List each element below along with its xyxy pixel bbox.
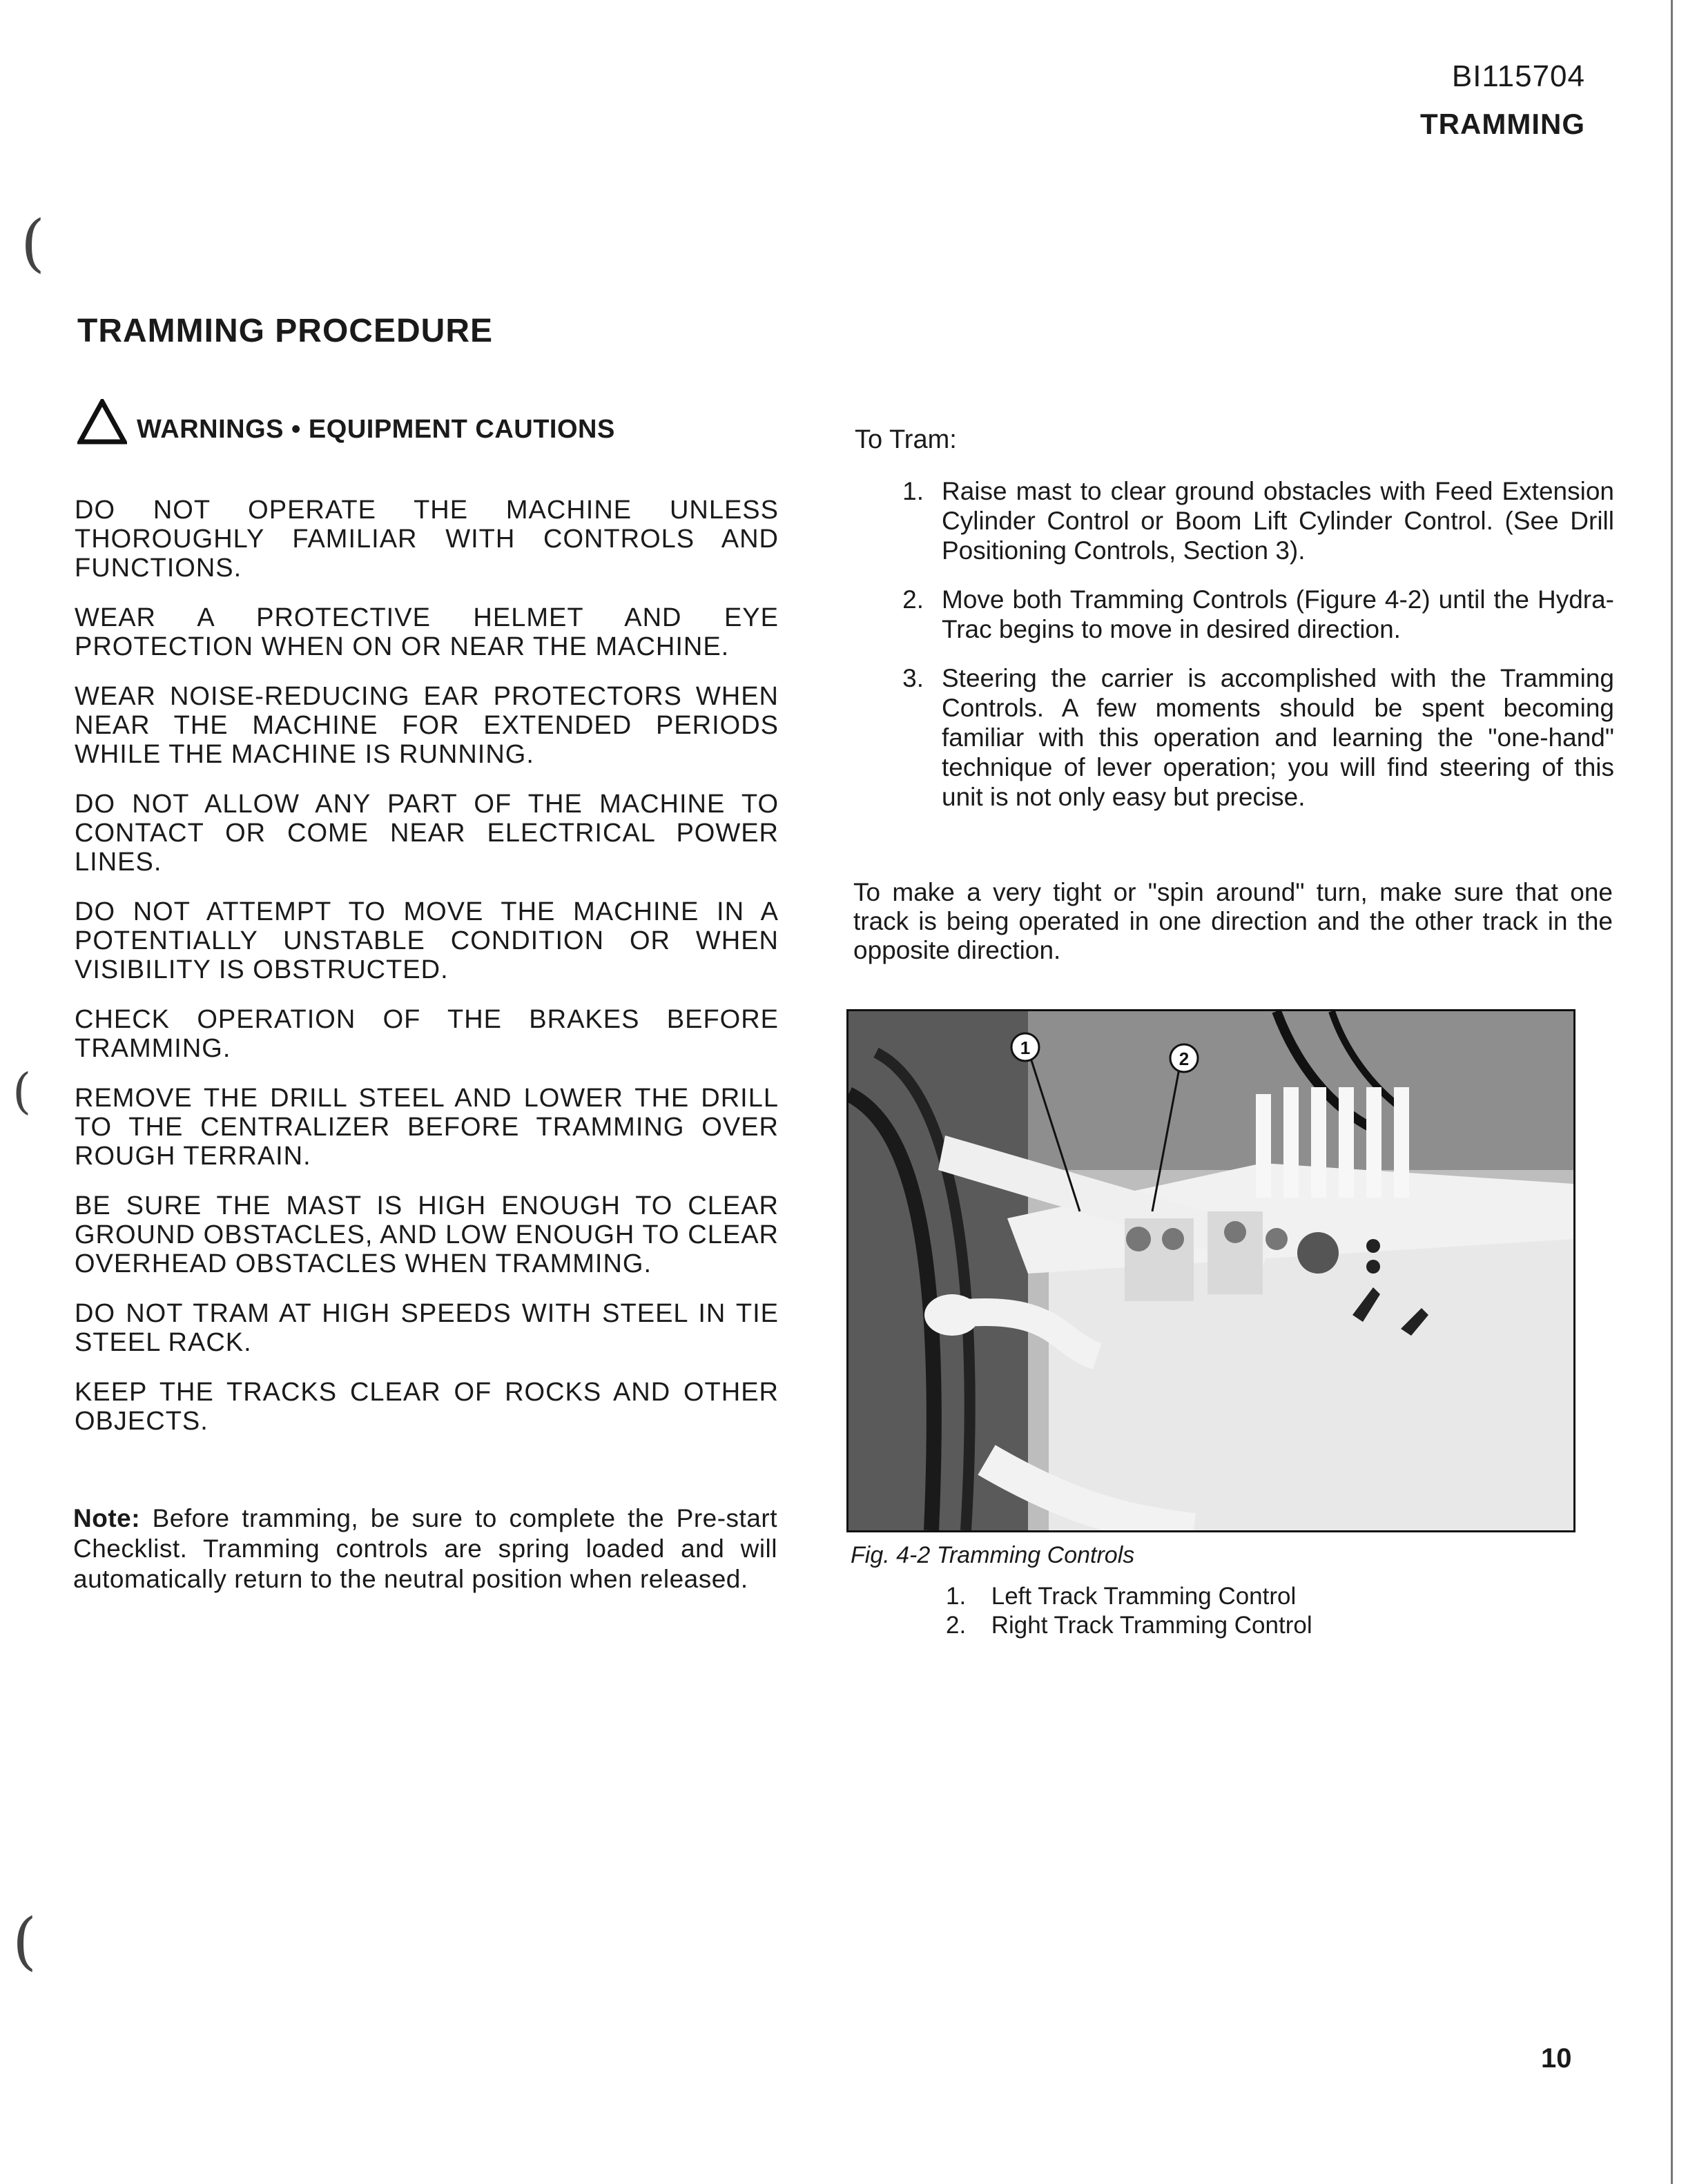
step-text: Move both Tramming Controls (Figure 4-2) until the Hydra-Trac begins to move in desired direction.: [942, 585, 1614, 643]
document-id: BI115704: [1451, 59, 1585, 93]
warning-item: DO NOT TRAM AT HIGH SPEEDS WITH STEEL IN TIE STEEL RACK.: [75, 1299, 779, 1357]
warnings-heading-text: WARNINGS • EQUIPMENT CAUTIONS: [137, 415, 615, 444]
legend-number: 1.: [946, 1583, 967, 1610]
procedure-step: [855, 585, 1614, 644]
step-number: 1.: [902, 477, 924, 505]
warnings-list: [75, 496, 779, 1456]
procedure-steps: [855, 476, 1614, 831]
warning-item: CHECK OPERATION OF THE BRAKES BEFORE TRAMMING.: [75, 1005, 779, 1063]
warnings-heading: [77, 399, 615, 445]
warning-triangle-icon: [77, 399, 127, 445]
step-text: Raise mast to clear ground obstacles with Feed Extension Cylinder Control or Boom Lift Cylinder Control. (See Drill Positioning Controls, Section 3).: [942, 477, 1614, 565]
warning-item: BE SURE THE MAST IS HIGH ENOUGH TO CLEAR GROUND OBSTACLES, AND LOW ENOUGH TO CLEAR OVERHEAD OBSTACLES WHEN TRAMMING.: [75, 1191, 779, 1278]
figure-legend-item: [946, 1611, 1312, 1640]
callout-2: 2: [1179, 1049, 1190, 1069]
procedure-step: [855, 476, 1614, 565]
figure-legend: [946, 1582, 1312, 1640]
warning-item: REMOVE THE DRILL STEEL AND LOWER THE DRILL TO THE CENTRALIZER BEFORE TRAMMING OVER ROUGH TERRAIN.: [75, 1084, 779, 1171]
page-number: 10: [1541, 2043, 1572, 2074]
section-title: TRAMMING: [1420, 108, 1585, 140]
figure-caption: Fig. 4-2 Tramming Controls: [851, 1542, 1135, 1568]
warning-item: DO NOT ALLOW ANY PART OF THE MACHINE TO CONTACT OR COME NEAR ELECTRICAL POWER LINES.: [75, 790, 779, 877]
step-text: Steering the carrier is accomplished with the Tramming Controls. A few moments should be spent becoming familiar with this operation and learning the "one-hand" technique of lever operation; you will find steering of this unit is not only easy but precise.: [942, 664, 1614, 811]
photo-illustration: [848, 1011, 1573, 1530]
margin-mark: (: [12, 1063, 32, 1120]
figure-legend-item: [946, 1582, 1312, 1611]
note-label: Note:: [73, 1504, 141, 1532]
note-block: [73, 1503, 777, 1595]
margin-mark: (: [12, 1905, 37, 1978]
step-number: 2.: [902, 585, 924, 614]
legend-text: Right Track Tramming Control: [991, 1612, 1312, 1639]
page-edge-line: [1671, 0, 1673, 2184]
margin-mark: (: [21, 207, 46, 280]
warning-item: DO NOT OPERATE THE MACHINE UNLESS THOROUGHLY FAMILIAR WITH CONTROLS AND FUNCTIONS.: [75, 496, 779, 583]
note-text: Before tramming, be sure to complete the Pre-start Checklist. Tramming controls are spring loaded and will automatically return to the neutral position when released.: [73, 1504, 777, 1593]
legend-text: Left Track Tramming Control: [991, 1583, 1297, 1610]
legend-number: 2.: [946, 1612, 967, 1639]
tramming-controls-photo: [846, 1009, 1575, 1532]
warning-item: WEAR NOISE-REDUCING EAR PROTECTORS WHEN NEAR THE MACHINE FOR EXTENDED PERIODS WHILE THE MACHINE IS RUNNING.: [75, 682, 779, 769]
spin-turn-paragraph: To make a very tight or "spin around" turn, make sure that one track is being operated in one direction and the other track in the opposite direction.: [853, 878, 1613, 964]
callout-1: 1: [1020, 1037, 1031, 1058]
warning-item: WEAR A PROTECTIVE HELMET AND EYE PROTECTION WHEN ON OR NEAR THE MACHINE.: [75, 603, 779, 661]
warning-item: DO NOT ATTEMPT TO MOVE THE MACHINE IN A POTENTIALLY UNSTABLE CONDITION OR WHEN VISIBILITY IS OBSTRUCTED.: [75, 897, 779, 984]
step-number: 3.: [902, 664, 924, 692]
warning-item: KEEP THE TRACKS CLEAR OF ROCKS AND OTHER OBJECTS.: [75, 1378, 779, 1436]
procedure-step: [855, 663, 1614, 812]
procedure-intro: To Tram:: [855, 425, 957, 454]
page-title: TRAMMING PROCEDURE: [77, 313, 493, 349]
